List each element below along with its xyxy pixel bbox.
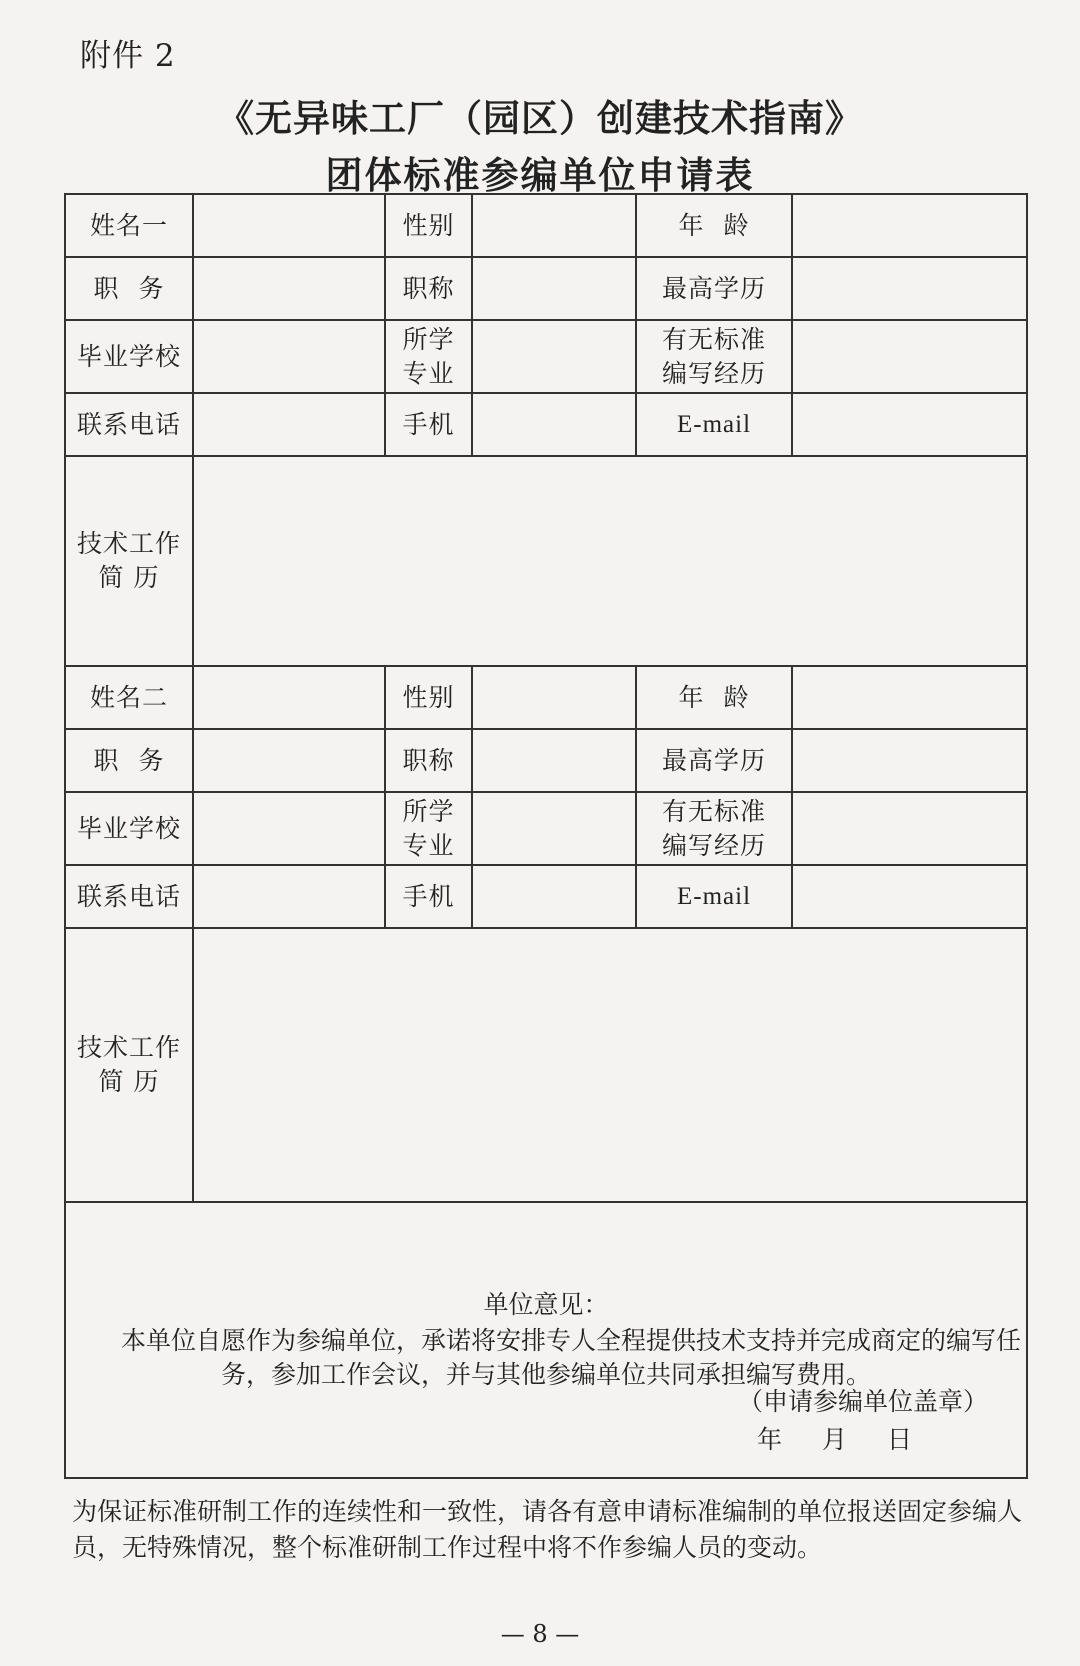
person2-name-field[interactable] [193, 666, 385, 729]
person2-name-label: 姓名二 [65, 666, 193, 729]
person1-major-label: 所学专业 [385, 320, 472, 393]
person1-phone-label: 联系电话 [65, 393, 193, 456]
unit-opinion-cell[interactable] [65, 1202, 1027, 1478]
person1-mobile-field[interactable] [472, 393, 636, 456]
document-title: 《无异味工厂（园区）创建技术指南》 [217, 96, 863, 140]
person2-title-label: 职称 [385, 729, 472, 792]
person1-row-position [65, 257, 1027, 320]
person2-gender-field[interactable] [472, 666, 636, 729]
person1-age-field[interactable] [792, 194, 1027, 257]
footnote: 为保证标准研制工作的连续性和一致性，请各有意申请标准编制的单位报送固定参编人员，无特殊情况，整个标准研制工作过程中将不作参编人员的变动。 [72, 1497, 1023, 1562]
person1-row-phone [65, 393, 1027, 456]
person2-major-field[interactable] [472, 792, 636, 865]
person2-position-label: 职 务 [65, 729, 193, 792]
person1-row-name [65, 194, 1027, 257]
person2-experience-label: 有无标准编写经历 [636, 792, 792, 865]
person2-school-field[interactable] [193, 792, 385, 865]
person1-phone-field[interactable] [193, 393, 385, 456]
person1-age-label: 年 龄 [636, 194, 792, 257]
person2-phone-label: 联系电话 [65, 865, 193, 928]
person2-email-label: E-mail [636, 865, 792, 928]
person2-row-school [65, 792, 1027, 865]
person2-experience-field[interactable] [792, 792, 1027, 865]
person2-mobile-label: 手机 [385, 865, 472, 928]
person1-experience-field[interactable] [792, 320, 1027, 393]
person1-gender-label: 性别 [385, 194, 472, 257]
person1-education-field[interactable] [792, 257, 1027, 320]
person2-school-label: 毕业学校 [65, 792, 193, 865]
person1-name-label: 姓名一 [65, 194, 193, 257]
attachment-label: 附件 2 [80, 38, 176, 74]
person1-row-resume [65, 456, 1027, 666]
unit-opinion-text: 本单位自愿作为参编单位，承诺将安排专人全程提供技术支持并完成商定的编写任务，参加工作会议，并与其他参编单位共同承担编写费用。 [120, 1326, 1021, 1389]
person1-email-field[interactable] [792, 393, 1027, 456]
person2-resume-field[interactable] [193, 928, 1027, 1202]
person2-email-field[interactable] [792, 865, 1027, 928]
person1-resume-label: 技术工作简 历 [65, 456, 193, 666]
seal-note: （申请参编单位盖章） [737, 1387, 988, 1416]
person1-name-field[interactable] [193, 194, 385, 257]
person2-row-phone [65, 865, 1027, 928]
person1-school-label: 毕业学校 [65, 320, 193, 393]
date-line: 年 月 日 [757, 1425, 928, 1454]
person1-position-field[interactable] [193, 257, 385, 320]
person1-experience-label: 有无标准编写经历 [636, 320, 792, 393]
person1-school-field[interactable] [193, 320, 385, 393]
person2-major-label: 所学专业 [385, 792, 472, 865]
person1-resume-field[interactable] [193, 456, 1027, 666]
page-number: — 8 — [500, 1620, 580, 1648]
person2-row-position [65, 729, 1027, 792]
application-form-table [64, 193, 1028, 1479]
person2-row-resume [65, 928, 1027, 1202]
person2-resume-label: 技术工作简 历 [65, 928, 193, 1202]
person2-education-label: 最高学历 [636, 729, 792, 792]
person1-title-label: 职称 [385, 257, 472, 320]
person2-phone-field[interactable] [193, 865, 385, 928]
document-subtitle: 团体标准参编单位申请表 [325, 153, 755, 197]
person2-education-field[interactable] [792, 729, 1027, 792]
person2-mobile-field[interactable] [472, 865, 636, 928]
person2-age-field[interactable] [792, 666, 1027, 729]
person1-title-field[interactable] [472, 257, 636, 320]
person2-age-label: 年 龄 [636, 666, 792, 729]
person2-position-field[interactable] [193, 729, 385, 792]
person1-email-label: E-mail [636, 393, 792, 456]
person1-row-school [65, 320, 1027, 393]
person1-gender-field[interactable] [472, 194, 636, 257]
person1-education-label: 最高学历 [636, 257, 792, 320]
person1-mobile-label: 手机 [385, 393, 472, 456]
unit-opinion-label: 单位意见： [483, 1290, 609, 1319]
person1-position-label: 职 务 [65, 257, 193, 320]
person2-title-field[interactable] [472, 729, 636, 792]
person2-gender-label: 性别 [385, 666, 472, 729]
person1-major-field[interactable] [472, 320, 636, 393]
person2-row-name [65, 666, 1027, 729]
opinion-row [65, 1202, 1027, 1478]
